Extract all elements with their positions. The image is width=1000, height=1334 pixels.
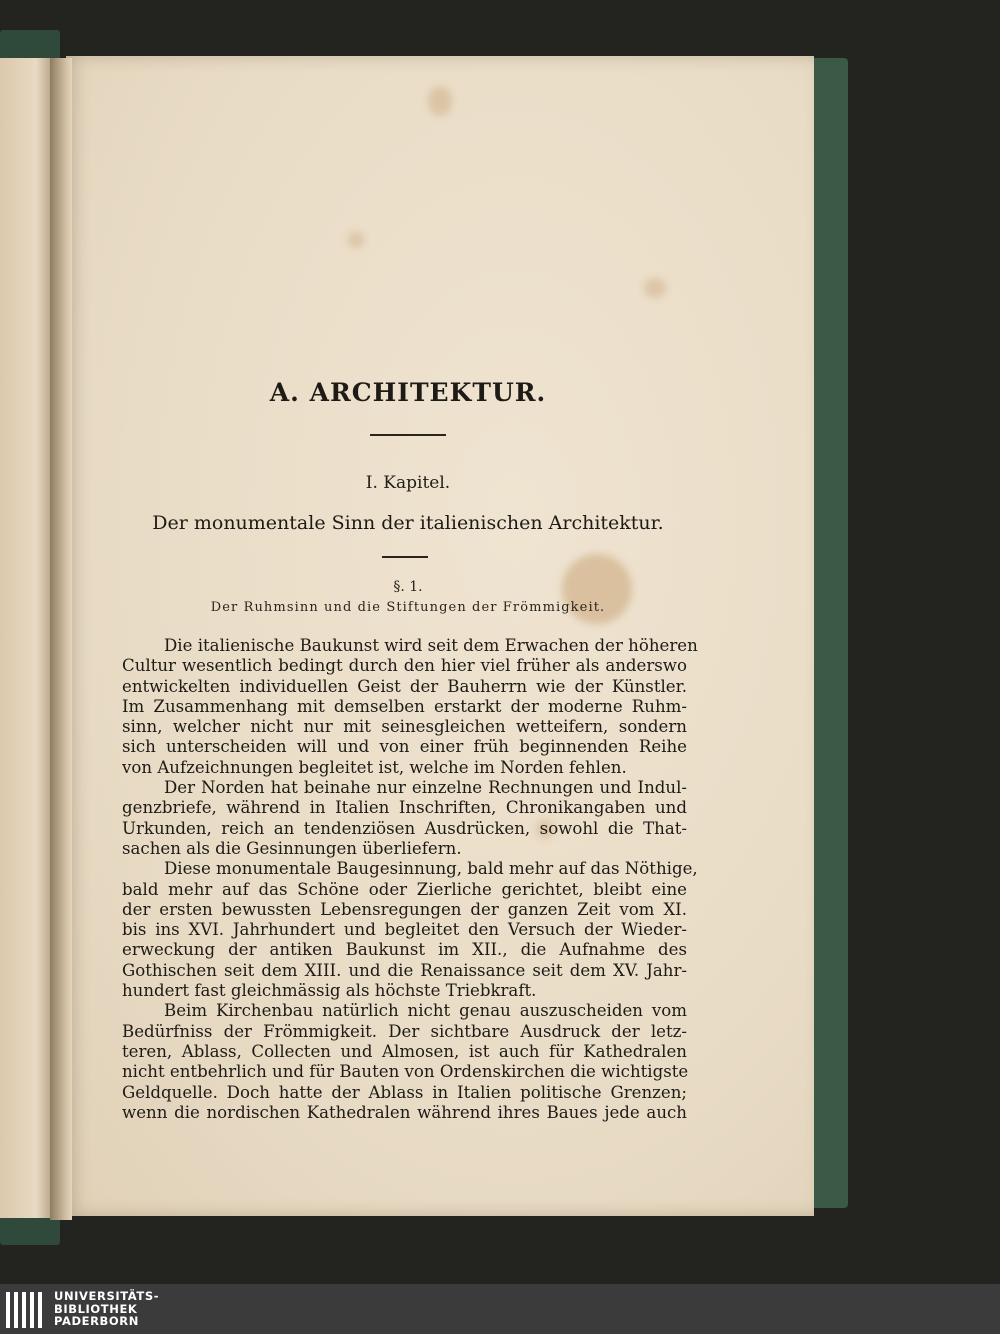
body-line: sich unterscheiden will und von einer früh beginnenden Reihe [122, 737, 687, 757]
body-line: sinn, welcher nicht nur mit seinesgleichen wetteifern, sondern [122, 717, 687, 737]
body-line: entwickelten individuellen Geist der Bauherrn wie der Künstler. [122, 676, 687, 696]
body-line: sachen als die Gesinnungen überliefern. [122, 838, 462, 858]
logo-line: UNIVERSITÄTS- [54, 1289, 160, 1303]
body-line: Der Norden hat beinahe nur einzelne Rechnungen und Indul- [164, 778, 687, 798]
book-gutter [50, 58, 72, 1220]
body-line: Beim Kirchenbau natürlich nicht genau auszuscheiden vom [164, 1001, 687, 1021]
library-logo-text [54, 1290, 159, 1328]
body-line: teren, Ablass, Collecten und Almosen, ist auch für Kathedralen [122, 1041, 687, 1061]
body-line: wenn die nordischen Kathedralen während ihres Baues jede auch [122, 1102, 687, 1122]
body-line: bald mehr auf das Schöne oder Zierliche gerichtet, bleibt eine [122, 879, 687, 899]
logo-line: BIBLIOTHEK [54, 1301, 138, 1316]
body-line: Diese monumentale Baugesinnung, bald mehr auf das Nöthige, [164, 859, 698, 879]
logo-line: PADERBORN [54, 1314, 139, 1328]
chapter-number: I. Kapitel. [365, 473, 451, 493]
body-line: Die italienische Baukunst wird seit dem Erwachen der höheren [164, 636, 698, 655]
body-line: Cultur wesentlich bedingt durch den hier viel früher als anderswo [122, 656, 687, 676]
body-line: nicht entbehrlich und für Bauten von Ordenskirchen die wichtigste [122, 1062, 689, 1082]
body-text [122, 636, 698, 1123]
body-line: von Aufzeichnungen begleitet ist, welche im Norden fehlen. [122, 757, 627, 777]
chapter-rule [382, 556, 428, 558]
chapter-title: Der monumentale Sinn der italienischen Architektur. [152, 512, 664, 534]
section-title: Der Ruhmsinn und die Stiftungen der Frömmigkeit. [210, 600, 606, 615]
body-line: Im Zusammenhang mit demselben erstarkt der moderne Ruhm- [122, 696, 687, 716]
body-line: Bedürfniss der Frömmigkeit. Der sichtbare Ausdruck der letz- [122, 1021, 687, 1041]
body-line: hundert fast gleichmässig als höchste Triebkraft. [122, 981, 537, 1001]
section-number: §. 1. [393, 579, 423, 595]
body-line: der ersten bewussten Lebensregungen der ganzen Zeit vom XI. [122, 899, 687, 919]
left-page-edge [0, 58, 52, 1218]
body-line: genzbriefe, während in Italien Inschriften, Chronikangaben und [122, 798, 687, 818]
body-line: bis ins XVI. Jahrhundert und begleitet den Versuch der Wieder- [122, 920, 687, 940]
body-line: Geldquelle. Doch hatte der Ablass in Italien politische Grenzen; [122, 1082, 687, 1102]
body-line: Urkunden, reich an tendenziösen Ausdrücken, sowohl die That- [122, 818, 687, 838]
main-heading: A. ARCHITEKTUR. [269, 378, 547, 407]
body-line: Gothischen seit dem XIII. und die Renaissance seit dem XV. Jahr- [122, 960, 687, 980]
library-logo-icon [4, 1290, 46, 1330]
heading-rule [370, 434, 446, 436]
body-line: erweckung der antiken Baukunst im XII., die Aufnahme des [122, 940, 687, 960]
